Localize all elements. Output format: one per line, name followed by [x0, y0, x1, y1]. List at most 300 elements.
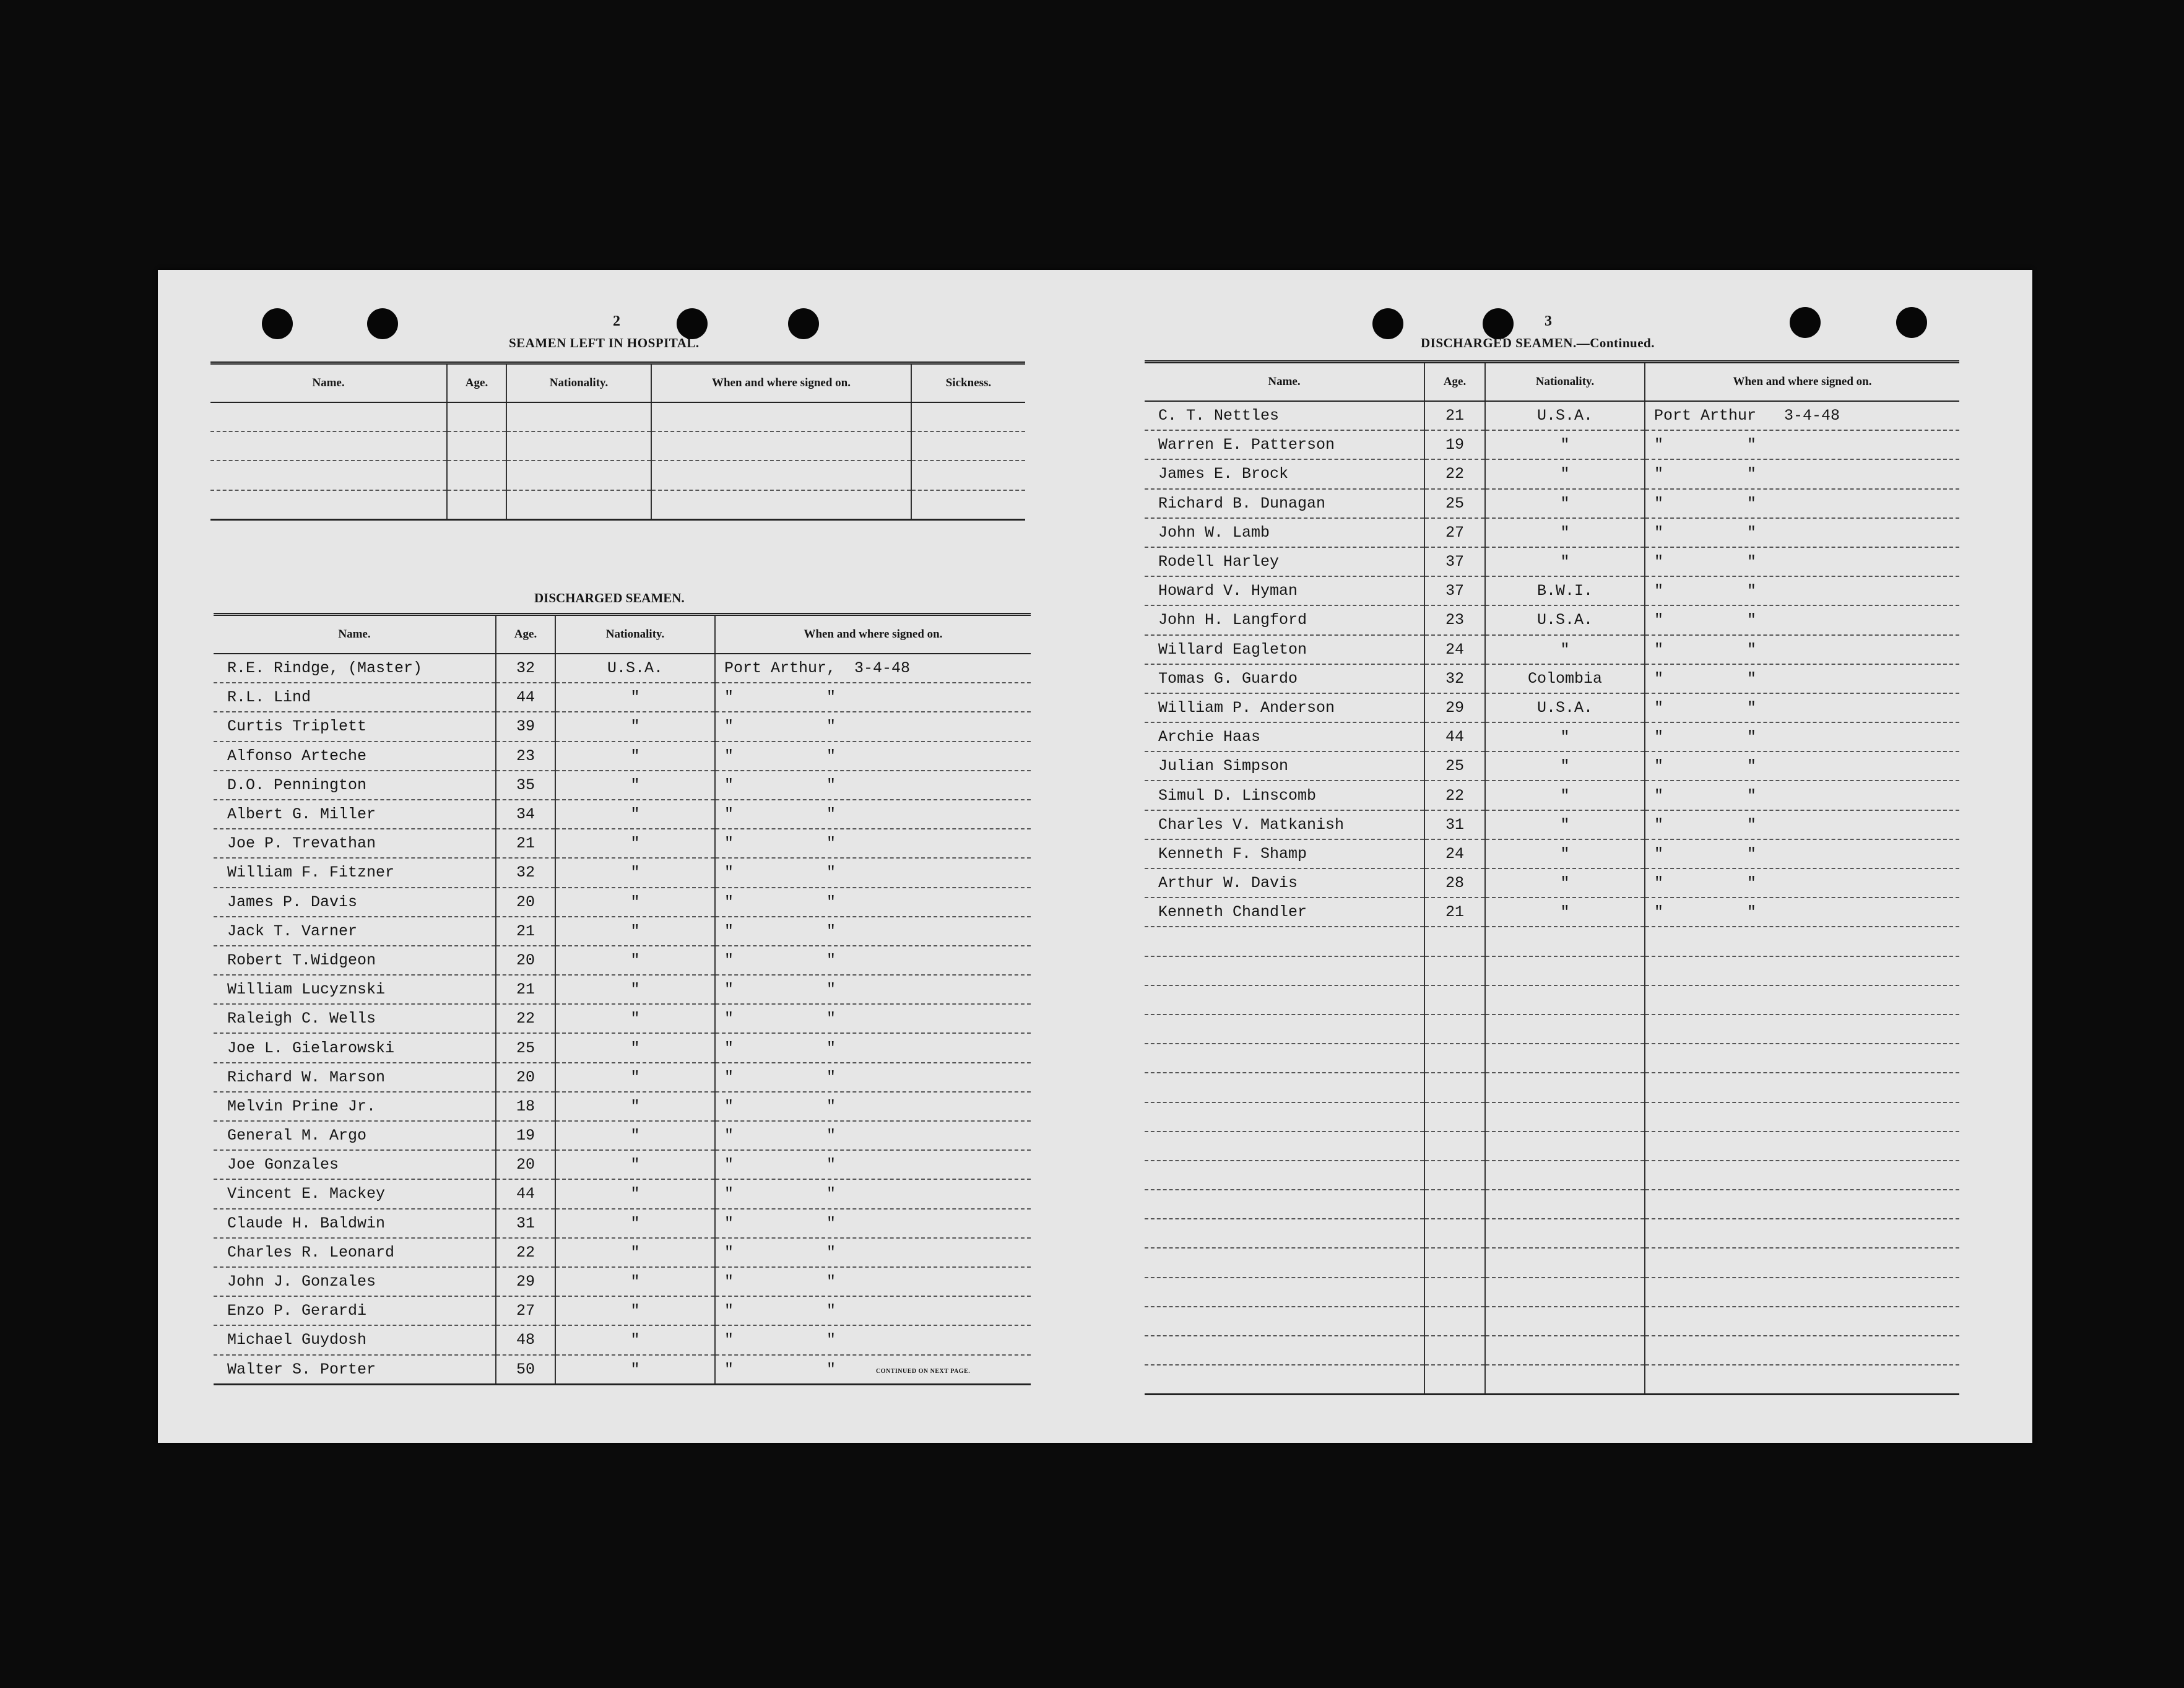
table-row [1145, 898, 1959, 927]
cell-signed-on: " " [1645, 635, 1959, 664]
table-row [1145, 693, 1959, 722]
cell-age [1424, 1248, 1485, 1277]
cell-signed-on: " " [1645, 430, 1959, 459]
table-row [1145, 781, 1959, 810]
blank-row [1145, 985, 1959, 1015]
cell-name [1145, 1161, 1424, 1190]
cell-age: 31 [1424, 810, 1485, 839]
cell-age: 34 [496, 800, 555, 829]
blank-row [1145, 1044, 1959, 1073]
col-header-name: Name. [210, 363, 447, 403]
cell-signed-on: Port Arthur 3-4-48 [1645, 401, 1959, 430]
cell-signed-on [1645, 985, 1959, 1015]
cell-name: Julian Simpson [1145, 751, 1424, 781]
col-header-nationality: Nationality. [506, 363, 651, 403]
cell-signed-on: " " [1645, 459, 1959, 488]
cell-age: 25 [1424, 489, 1485, 518]
cell-signed-on: " " [715, 1179, 1031, 1208]
cell-name: William Lucyznski [214, 975, 496, 1004]
col-header-age: Age. [447, 363, 506, 403]
cell-age: 19 [1424, 430, 1485, 459]
cell-nationality [1485, 1132, 1645, 1161]
col-header-name: Name. [1145, 362, 1424, 402]
cell-signed-on [1645, 1219, 1959, 1248]
col-header-name: Name. [214, 615, 496, 654]
table-row [1145, 459, 1959, 488]
cell-signed-on: " " [715, 1092, 1031, 1121]
cell-nationality: " [1485, 459, 1645, 488]
cell-nationality: " [555, 1004, 715, 1033]
cell-nationality [1485, 1278, 1645, 1307]
cell-signed-on: Port Arthur, 3-4-48 [715, 654, 1031, 683]
cell-age: 32 [1424, 664, 1485, 693]
cell-signed-on: " " [1645, 868, 1959, 898]
table-row [214, 654, 1031, 683]
cell-signed-on: " " [1645, 693, 1959, 722]
cell-age [1424, 1219, 1485, 1248]
cell-age: 22 [496, 1004, 555, 1033]
discharged-rows-left [214, 654, 1031, 1384]
cell-signed-on: " " [715, 1325, 1031, 1354]
discharged-section-title: DISCHARGED SEAMEN. [534, 591, 685, 605]
cell-name: Joe P. Trevathan [214, 829, 496, 858]
cell-signed-on: " " [715, 829, 1031, 858]
cell-name: Warren E. Patterson [1145, 430, 1424, 459]
blank-row [1145, 1073, 1959, 1102]
discharged-rows-right [1145, 401, 1959, 1395]
cell-signed-on: " " [715, 1033, 1031, 1062]
cell-age: 48 [496, 1325, 555, 1354]
cell-name: Howard V. Hyman [1145, 576, 1424, 605]
cell-nationality [1485, 1365, 1645, 1395]
cell-name: Kenneth F. Shamp [1145, 839, 1424, 868]
cell-age: 22 [1424, 781, 1485, 810]
cell-nationality [1485, 1073, 1645, 1102]
cell-signed-on: " " [715, 1004, 1031, 1033]
cell-signed-on: " " [715, 771, 1031, 800]
cell-nationality: " [555, 1209, 715, 1238]
title-continued: —Continued. [1576, 335, 1655, 350]
table-row [214, 1267, 1031, 1296]
cell-age: 20 [496, 1063, 555, 1092]
cell-name [1145, 1190, 1424, 1219]
cell-nationality: " [555, 1238, 715, 1267]
cell-age: 25 [1424, 751, 1485, 781]
cell-nationality [1485, 1219, 1645, 1248]
cell-age [1424, 1044, 1485, 1073]
table-row [1145, 489, 1959, 518]
cell-name: Simul D. Linscomb [1145, 781, 1424, 810]
hospital-section-title: SEAMEN LEFT IN HOSPITAL. [509, 335, 700, 350]
cell-age: 44 [1424, 722, 1485, 751]
cell-nationality [1485, 1307, 1645, 1336]
cell-signed-on: " " [715, 683, 1031, 712]
cell-name: Albert G. Miller [214, 800, 496, 829]
cell-signed-on: " " [715, 712, 1031, 741]
cell-age [1424, 1365, 1485, 1395]
hospital-table [210, 361, 1025, 521]
discharged-table-right [1145, 360, 1959, 1395]
blank-row [1145, 1161, 1959, 1190]
cell-name: Walter S. Porter [214, 1355, 496, 1385]
cell-nationality: " [555, 771, 715, 800]
cell-signed-on [1645, 1248, 1959, 1277]
cell-nationality: " [555, 742, 715, 771]
table-row [214, 917, 1031, 946]
cell-nationality: " [1485, 751, 1645, 781]
cell-age: 21 [496, 975, 555, 1004]
cell-name: Tomas G. Guardo [1145, 664, 1424, 693]
cell-age: 20 [496, 946, 555, 975]
cell-signed-on [1645, 1161, 1959, 1190]
cell-nationality [1485, 1336, 1645, 1365]
table-row [1145, 751, 1959, 781]
cell-signed-on [1645, 1365, 1959, 1395]
cell-nationality: U.S.A. [1485, 605, 1645, 634]
cell-signed-on: " " [715, 742, 1031, 771]
table-row [214, 712, 1031, 741]
cell-name: Melvin Prine Jr. [214, 1092, 496, 1121]
cell-age: 18 [496, 1092, 555, 1121]
blank-row [1145, 927, 1959, 956]
cell-name [1145, 927, 1424, 956]
cell-name: R.E. Rindge, (Master) [214, 654, 496, 683]
cell-nationality: " [1485, 898, 1645, 927]
cell-nationality: " [1485, 547, 1645, 576]
table-row [210, 461, 1025, 490]
cell-name: Charles V. Matkanish [1145, 810, 1424, 839]
cell-nationality: " [555, 946, 715, 975]
table-row [1145, 518, 1959, 547]
table-row [210, 431, 1025, 461]
cell-nationality: " [1485, 430, 1645, 459]
punch-hole [788, 308, 819, 339]
cell-nationality: " [555, 1121, 715, 1150]
cell-nationality [1485, 1161, 1645, 1190]
cell-nationality: " [555, 829, 715, 858]
table-row [214, 1238, 1031, 1267]
cell-signed-on: " " [1645, 605, 1959, 634]
punch-hole [1483, 308, 1514, 339]
table-row [1145, 810, 1959, 839]
table-row [214, 1325, 1031, 1354]
blank-row [1145, 1132, 1959, 1161]
cell-name: John J. Gonzales [214, 1267, 496, 1296]
cell-signed-on [1645, 1044, 1959, 1073]
cell-nationality: " [555, 1355, 715, 1385]
cell-nationality: " [555, 1325, 715, 1354]
table-row [1145, 576, 1959, 605]
table-row [214, 742, 1031, 771]
cell-nationality: U.S.A. [1485, 401, 1645, 430]
cell-age: 24 [1424, 635, 1485, 664]
cell-signed-on: " " [715, 1063, 1031, 1092]
cell-name: Kenneth Chandler [1145, 898, 1424, 927]
cell-age: 27 [1424, 518, 1485, 547]
table-row [214, 683, 1031, 712]
cell-signed-on: " " [715, 946, 1031, 975]
cell-age: 21 [496, 917, 555, 946]
cell-name: Jack T. Varner [214, 917, 496, 946]
punch-hole [367, 308, 398, 339]
cell-name: Arthur W. Davis [1145, 868, 1424, 898]
cell-age: 39 [496, 712, 555, 741]
cell-nationality: " [555, 1092, 715, 1121]
cell-signed-on [1645, 1336, 1959, 1365]
cell-age [1424, 1073, 1485, 1102]
cell-age: 32 [496, 858, 555, 887]
discharged-continued-title [1421, 335, 1655, 351]
cell-signed-on: " " [715, 1355, 1031, 1385]
table-row [1145, 547, 1959, 576]
cell-name: John H. Langford [1145, 605, 1424, 634]
cell-nationality: " [1485, 810, 1645, 839]
cell-age: 21 [496, 829, 555, 858]
cell-signed-on [1645, 1015, 1959, 1044]
col-header-nationality: Nationality. [555, 615, 715, 654]
cell-nationality [1485, 1015, 1645, 1044]
punch-hole [262, 308, 293, 339]
cell-nationality: " [555, 888, 715, 917]
table-row [1145, 722, 1959, 751]
cell-name: R.L. Lind [214, 683, 496, 712]
cell-name: James E. Brock [1145, 459, 1424, 488]
cell-name: Claude H. Baldwin [214, 1209, 496, 1238]
cell-signed-on: " " [715, 1121, 1031, 1150]
cell-age [1424, 985, 1485, 1015]
col-header-nationality: Nationality. [1485, 362, 1645, 402]
cell-name: Charles R. Leonard [214, 1238, 496, 1267]
cell-nationality: " [1485, 868, 1645, 898]
table-row [214, 1179, 1031, 1208]
cell-name [1145, 1278, 1424, 1307]
table-row [214, 1209, 1031, 1238]
cell-signed-on: " " [1645, 664, 1959, 693]
blank-row [1145, 1307, 1959, 1336]
table-row [214, 1150, 1031, 1179]
col-header-age: Age. [496, 615, 555, 654]
cell-name: Enzo P. Gerardi [214, 1296, 496, 1325]
cell-nationality: " [1485, 781, 1645, 810]
cell-nationality: " [1485, 518, 1645, 547]
cell-name [1145, 956, 1424, 985]
cell-signed-on: " " [1645, 489, 1959, 518]
table-row [214, 858, 1031, 887]
cell-name [1145, 1102, 1424, 1132]
cell-signed-on: " " [1645, 751, 1959, 781]
cell-signed-on [1645, 927, 1959, 956]
cell-nationality: " [1485, 635, 1645, 664]
cell-nationality: " [555, 1150, 715, 1179]
cell-age: 19 [496, 1121, 555, 1150]
cell-nationality: " [1485, 839, 1645, 868]
cell-nationality: " [555, 858, 715, 887]
title-text: DISCHARGED SEAMEN. [1421, 335, 1577, 350]
page-number-right: 3 [1545, 313, 1552, 329]
cell-name [1145, 985, 1424, 1015]
cell-age: 21 [1424, 898, 1485, 927]
table-row [214, 888, 1031, 917]
cell-name [1145, 1248, 1424, 1277]
cell-name: Raleigh C. Wells [214, 1004, 496, 1033]
cell-signed-on: " " [1645, 547, 1959, 576]
cell-nationality: U.S.A. [1485, 693, 1645, 722]
blank-row [1145, 1102, 1959, 1132]
blank-row [1145, 1190, 1959, 1219]
discharged-table-left [214, 613, 1031, 1385]
cell-nationality: Colombia [1485, 664, 1645, 693]
blank-row [1145, 1015, 1959, 1044]
cell-signed-on: " " [1645, 839, 1959, 868]
cell-age: 23 [1424, 605, 1485, 634]
cell-name: Joe Gonzales [214, 1150, 496, 1179]
cell-nationality: " [555, 1267, 715, 1296]
table-row [1145, 868, 1959, 898]
cell-name: Archie Haas [1145, 722, 1424, 751]
cell-signed-on [1645, 1307, 1959, 1336]
table-row [214, 946, 1031, 975]
cell-nationality: " [555, 1296, 715, 1325]
cell-name [1145, 1132, 1424, 1161]
col-header-sickness: Sickness. [911, 363, 1025, 403]
table-row [214, 975, 1031, 1004]
cell-age: 44 [496, 1179, 555, 1208]
cell-age: 37 [1424, 547, 1485, 576]
cell-age: 44 [496, 683, 555, 712]
cell-age: 37 [1424, 576, 1485, 605]
cell-name: William F. Fitzner [214, 858, 496, 887]
cell-signed-on: " " [715, 975, 1031, 1004]
table-row [214, 1121, 1031, 1150]
cell-signed-on [1645, 1073, 1959, 1102]
table-row [1145, 664, 1959, 693]
cell-signed-on: " " [715, 1267, 1031, 1296]
table-row [214, 1063, 1031, 1092]
cell-name: Joe L. Gielarowski [214, 1033, 496, 1062]
table-row [210, 490, 1025, 520]
col-header-age: Age. [1424, 362, 1485, 402]
table-row [1145, 635, 1959, 664]
cell-age [1424, 1307, 1485, 1336]
cell-name: William P. Anderson [1145, 693, 1424, 722]
cell-nationality: U.S.A. [555, 654, 715, 683]
cell-nationality: " [555, 1033, 715, 1062]
cell-name: Michael Guydosh [214, 1325, 496, 1354]
cell-nationality: " [555, 683, 715, 712]
cell-nationality [1485, 1044, 1645, 1073]
cell-age [1424, 1278, 1485, 1307]
cell-name [1145, 1015, 1424, 1044]
cell-name: Richard W. Marson [214, 1063, 496, 1092]
blank-row [1145, 1336, 1959, 1365]
cell-name: Willard Eagleton [1145, 635, 1424, 664]
cell-signed-on: " " [715, 1296, 1031, 1325]
cell-age: 21 [1424, 401, 1485, 430]
cell-age [1424, 956, 1485, 985]
cell-nationality [1485, 1190, 1645, 1219]
cell-signed-on: " " [1645, 810, 1959, 839]
cell-age: 35 [496, 771, 555, 800]
cell-name [1145, 1044, 1424, 1073]
cell-name [1145, 1307, 1424, 1336]
punch-hole [1372, 308, 1403, 339]
table-row [214, 771, 1031, 800]
table-row [210, 402, 1025, 431]
cell-signed-on [1645, 956, 1959, 985]
cell-nationality [1485, 985, 1645, 1015]
cell-name: Alfonso Arteche [214, 742, 496, 771]
cell-nationality: " [555, 1179, 715, 1208]
table-row [1145, 839, 1959, 868]
table-row [1145, 605, 1959, 634]
cell-signed-on: " " [715, 1238, 1031, 1267]
cell-name [1145, 1365, 1424, 1395]
table-row [1145, 430, 1959, 459]
cell-signed-on: " " [715, 917, 1031, 946]
cell-age [1424, 1102, 1485, 1132]
cell-age [1424, 1190, 1485, 1219]
page-number-left: 2 [613, 313, 620, 329]
cell-signed-on: " " [1645, 898, 1959, 927]
blank-row [1145, 1365, 1959, 1395]
cell-name: Robert T.Widgeon [214, 946, 496, 975]
cell-age: 22 [1424, 459, 1485, 488]
cell-age: 28 [1424, 868, 1485, 898]
cell-name: General M. Argo [214, 1121, 496, 1150]
blank-row [1145, 1219, 1959, 1248]
cell-nationality: " [555, 800, 715, 829]
table-row [214, 1004, 1031, 1033]
cell-age: 29 [1424, 693, 1485, 722]
cell-age [1424, 1132, 1485, 1161]
blank-row [1145, 1278, 1959, 1307]
cell-nationality: " [555, 975, 715, 1004]
cell-signed-on: " " [715, 888, 1031, 917]
cell-nationality [1485, 956, 1645, 985]
cell-signed-on [1645, 1132, 1959, 1161]
table-row [1145, 401, 1959, 430]
cell-name: D.O. Pennington [214, 771, 496, 800]
cell-age [1424, 927, 1485, 956]
cell-age [1424, 1336, 1485, 1365]
cell-signed-on: " " [715, 800, 1031, 829]
cell-age: 27 [496, 1296, 555, 1325]
cell-signed-on: " " [1645, 781, 1959, 810]
cell-nationality: " [555, 917, 715, 946]
cell-signed-on: " " [715, 1150, 1031, 1179]
cell-age: 24 [1424, 839, 1485, 868]
cell-signed-on: " " [715, 858, 1031, 887]
punch-hole [677, 308, 708, 339]
cell-age: 22 [496, 1238, 555, 1267]
cell-nationality: " [1485, 489, 1645, 518]
cell-signed-on: " " [715, 1209, 1031, 1238]
cell-signed-on: " " [1645, 518, 1959, 547]
cell-nationality: B.W.I. [1485, 576, 1645, 605]
cell-nationality: " [1485, 722, 1645, 751]
cell-age: 23 [496, 742, 555, 771]
cell-name: Rodell Harley [1145, 547, 1424, 576]
cell-signed-on [1645, 1190, 1959, 1219]
table-row [214, 1296, 1031, 1325]
cell-age: 20 [496, 888, 555, 917]
punch-hole [1790, 307, 1821, 338]
cell-nationality [1485, 927, 1645, 956]
cell-name: C. T. Nettles [1145, 401, 1424, 430]
punch-hole [1896, 307, 1927, 338]
cell-name [1145, 1336, 1424, 1365]
cell-signed-on [1645, 1102, 1959, 1132]
